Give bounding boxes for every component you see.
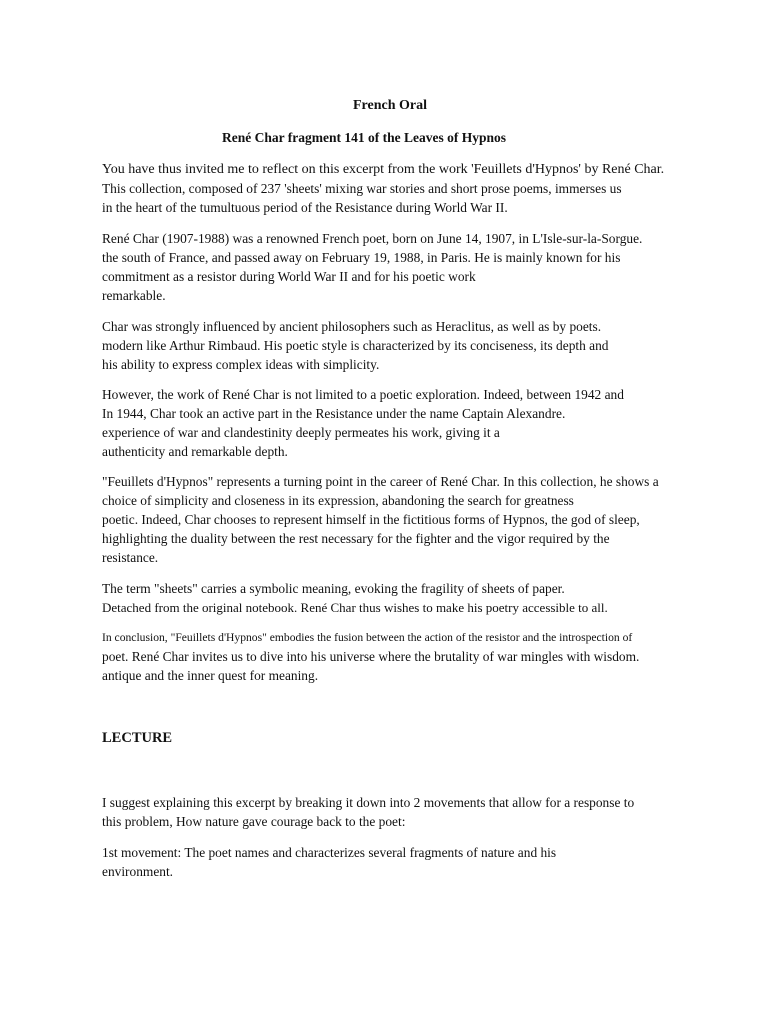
conclusion-paragraph bbox=[102, 628, 639, 685]
paragraph-line: I suggest explaining this excerpt by breaking it down into 2 movements that allow for a response to bbox=[102, 795, 635, 810]
paragraph-line: Char was strongly influenced by ancient philosophers such as Heraclitus, as well as by poets. bbox=[102, 319, 602, 334]
paragraph-line: However, the work of René Char is not limited to a poetic exploration. Indeed, between 1942 and bbox=[102, 387, 624, 402]
lecture-intro-paragraph bbox=[102, 793, 634, 831]
paragraph-line: in the heart of the tumultuous period of the Resistance during World War II. bbox=[102, 200, 508, 215]
paragraph-line: poet. René Char invites us to dive into his universe where the brutality of war mingles with wisdom. bbox=[102, 649, 640, 664]
paragraph-line: authenticity and remarkable depth. bbox=[102, 444, 288, 459]
intro-paragraph bbox=[102, 160, 664, 217]
paragraph-line: The term "sheets" carries a symbolic meaning, evoking the fragility of sheets of paper. bbox=[102, 581, 565, 596]
paragraph-line: "Feuillets d'Hypnos" represents a turning point in the career of René Char. In this collection, he shows a bbox=[102, 474, 659, 489]
resistance-paragraph bbox=[102, 385, 624, 461]
paragraph-line: 1st movement: The poet names and characterizes several fragments of nature and his bbox=[102, 845, 557, 860]
lecture-heading: LECTURE bbox=[102, 730, 173, 746]
paragraph-line: environment. bbox=[102, 864, 174, 879]
biography-paragraph bbox=[102, 229, 642, 305]
paragraph-line: modern like Arthur Rimbaud. His poetic style is characterized by its conciseness, its depth and bbox=[102, 338, 609, 353]
paragraph-line: This collection, composed of 237 'sheets' mixing war stories and short prose poems, immerses us bbox=[102, 181, 622, 196]
paragraph-line: In conclusion, "Feuillets d'Hypnos" embodies the fusion between the action of the resistor and the introspection of bbox=[102, 631, 633, 644]
sheets-paragraph bbox=[102, 579, 608, 617]
paragraph-line: remarkable. bbox=[102, 288, 166, 303]
first-movement-paragraph bbox=[102, 843, 556, 881]
paragraph-line: commitment as a resistor during World War II and for his poetic work bbox=[102, 269, 476, 284]
paragraph-line: the south of France, and passed away on February 19, 1988, in Paris. He is mainly known for his bbox=[102, 250, 621, 265]
paragraph-line: his ability to express complex ideas with simplicity. bbox=[102, 357, 380, 372]
paragraph-line: resistance. bbox=[102, 550, 159, 565]
paragraph-line: experience of war and clandestinity deeply permeates his work, giving it a bbox=[102, 425, 500, 440]
paragraph-line: In 1944, Char took an active part in the Resistance under the name Captain Alexandre. bbox=[102, 406, 566, 421]
paragraph-line: choice of simplicity and closeness in its expression, abandoning the search for greatness bbox=[102, 493, 574, 508]
paragraph-line: René Char (1907-1988) was a renowned French poet, born on June 14, 1907, in L'Isle-sur-la-Sorgue. bbox=[102, 231, 643, 246]
paragraph-line: antique and the inner quest for meaning. bbox=[102, 668, 319, 683]
paragraph-line: poetic. Indeed, Char chooses to represent himself in the fictitious forms of Hypnos, the god of sleep, bbox=[102, 512, 640, 527]
turning-point-paragraph bbox=[102, 472, 659, 567]
paragraph-line: You have thus invited me to reflect on this excerpt from the work 'Feuillets d'Hypnos' by René Char. bbox=[102, 162, 665, 177]
influences-paragraph bbox=[102, 317, 609, 374]
document-subtitle: René Char fragment 141 of the Leaves of Hypnos bbox=[222, 130, 506, 145]
paragraph-line: highlighting the duality between the rest necessary for the fighter and the vigor required by the bbox=[102, 531, 610, 546]
document-title: French Oral bbox=[352, 98, 427, 113]
paragraph-line: Detached from the original notebook. René Char thus wishes to make his poetry accessible to all. bbox=[102, 600, 608, 615]
paragraph-line: this problem, How nature gave courage back to the poet: bbox=[102, 814, 406, 829]
